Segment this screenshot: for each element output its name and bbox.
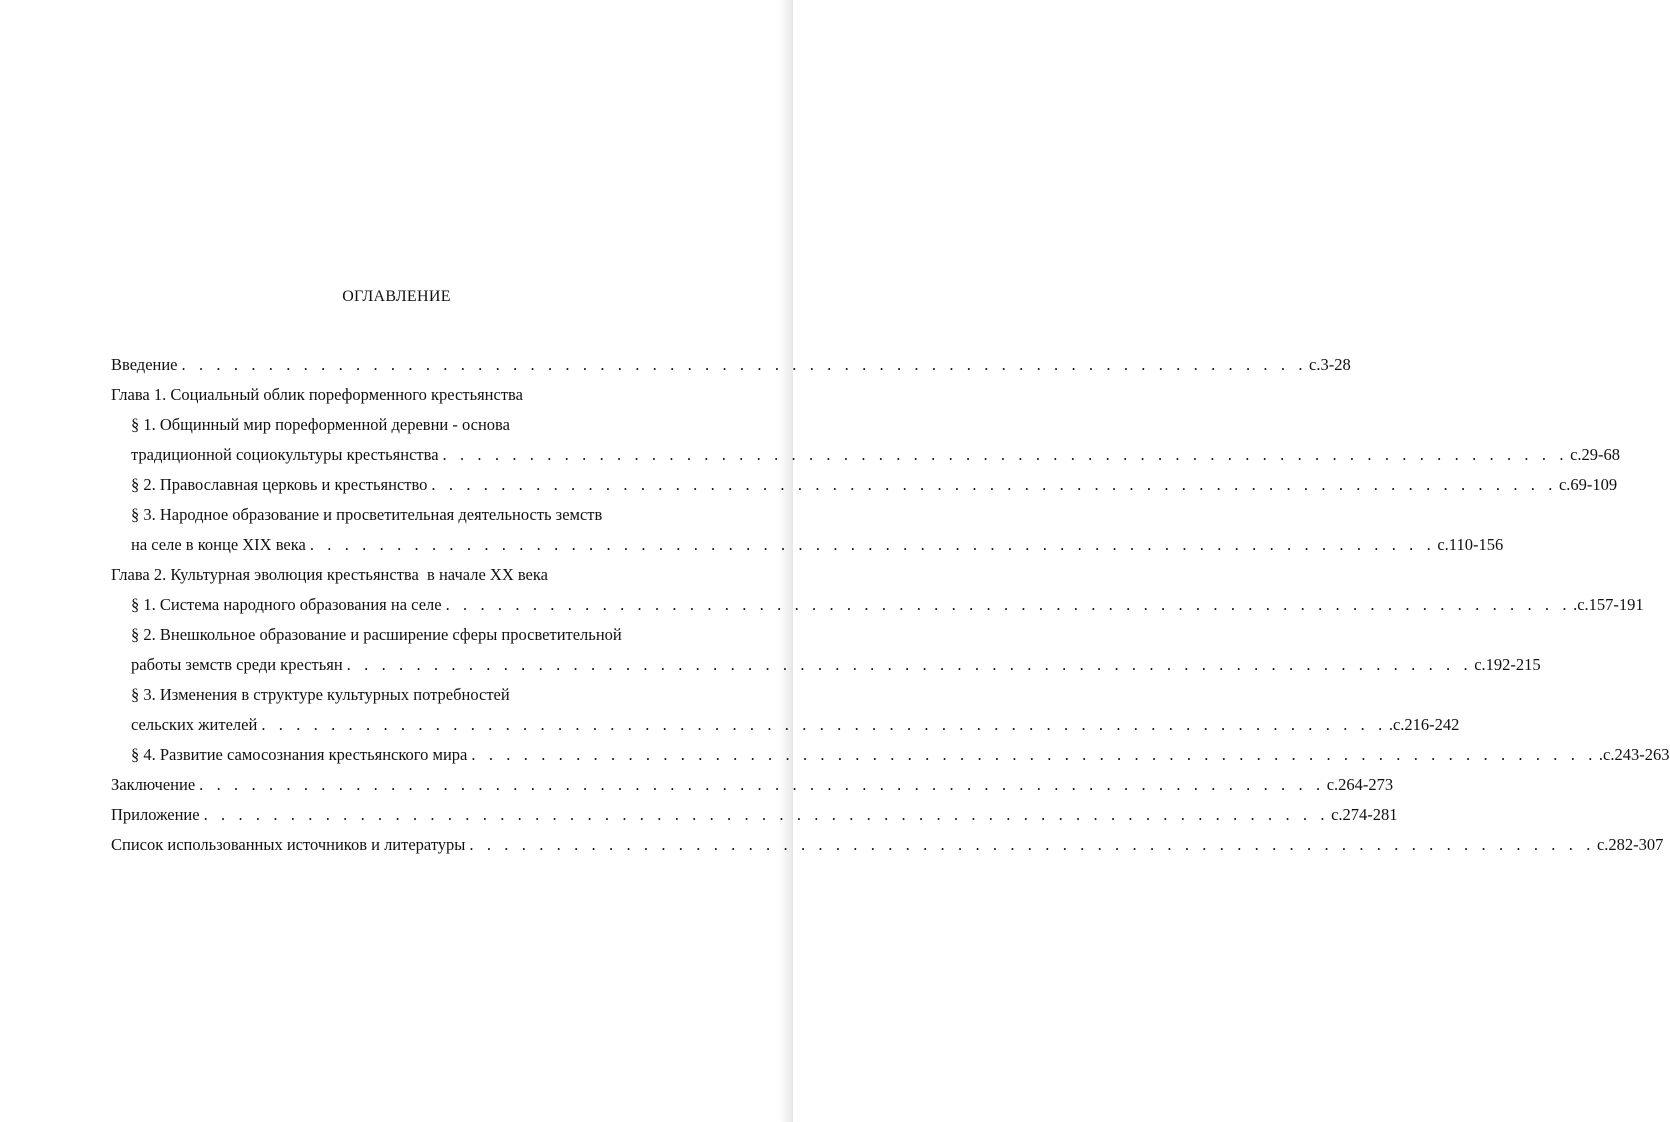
toc-page-number: с.110-156 <box>1437 535 1504 554</box>
toc-chapter-1[interactable] <box>111 380 733 410</box>
dot-leader: . . . . . . . . . . . . . . . . . . . . . . . . . . . . . . . . . . . . . . . . . . . . . . . . . . . . . . . . . . . . . . . . . <box>346 655 1473 674</box>
toc-page-number: с.69-109 <box>1558 475 1618 494</box>
toc-page-number: с.3-28 <box>1309 355 1351 374</box>
dot-leader: . . . . . . . . . . . . . . . . . . . . . . . . . . . . . . . . . . . . . . . . . . . . . . . . . . . . . . . . . . . . . . . . . <box>442 445 1569 464</box>
toc-page-number: .с.157-191 <box>1573 595 1644 614</box>
toc-entry-text: традиционной социокультуры крестьянства <box>131 445 439 464</box>
toc-entry-text: § 2. Внешкольное образование и расширение сферы просветительной <box>131 625 622 644</box>
dot-leader: . . . . . . . . . . . . . . . . . . . . . . . . . . . . . . . . . . . . . . . . . . . . . . . . . . . . . . . . . . . . . . . . . <box>309 535 1436 554</box>
toc-entry-conclusion[interactable] <box>111 770 1394 800</box>
toc-entry-text: § 4. Развитие самосознания крестьянского мира <box>131 745 468 764</box>
toc-section-2-2-line1[interactable] <box>111 620 733 650</box>
dot-leader: . . . . . . . . . . . . . . . . . . . . . . . . . . . . . . . . . . . . . . . . . . . . . . . . . . . . . . . . . . . . . . . . . <box>199 775 1325 794</box>
scan-page-edge <box>779 0 793 1122</box>
toc-entry-text: § 2. Православная церковь и крестьянство <box>131 475 428 494</box>
toc-chapter-text: Глава 1. Социальный облик пореформенного крестьянства <box>111 385 523 404</box>
toc-section-1-3-line1[interactable] <box>111 500 733 530</box>
page-title: ОГЛАВЛЕНИЕ <box>342 288 451 305</box>
toc-section-1-3-line2[interactable] <box>111 530 1504 560</box>
toc-entry-text: § 1. Система народного образования на селе <box>131 595 442 614</box>
toc-entry-text: работы земств среди крестьян <box>131 655 343 674</box>
toc-page-number: с.264-273 <box>1326 775 1394 794</box>
toc-section-2-1[interactable] <box>111 590 1644 620</box>
toc-section-1-1-line2[interactable] <box>111 440 1621 470</box>
toc-page-number: .с.243-263 <box>1598 745 1670 764</box>
dot-leader: . . . . . . . . . . . . . . . . . . . . . . . . . . . . . . . . . . . . . . . . . . . . . . . . . . . . . . . . . . . . . . . . . <box>471 745 1597 764</box>
table-of-contents <box>111 350 1670 860</box>
toc-entry-appendix[interactable] <box>111 800 1398 830</box>
dot-leader: . . . . . . . . . . . . . . . . . . . . . . . . . . . . . . . . . . . . . . . . . . . . . . . . . . . . . . . . . . . . . . . . . <box>203 805 1330 824</box>
toc-entry-bibliography[interactable] <box>111 830 1664 860</box>
toc-section-2-2-line2[interactable] <box>111 650 1541 680</box>
dot-leader: . . . . . . . . . . . . . . . . . . . . . . . . . . . . . . . . . . . . . . . . . . . . . . . . . . . . . . . . . . . . . . . . . <box>181 355 1308 374</box>
toc-page-number: с.274-281 <box>1331 805 1398 824</box>
toc-section-2-4[interactable] <box>111 740 1670 770</box>
toc-entry-text: сельских жителей <box>131 715 258 734</box>
dot-leader: . . . . . . . . . . . . . . . . . . . . . . . . . . . . . . . . . . . . . . . . . . . . . . . . . . . . . . . . . . . . . . . . . <box>431 475 1557 494</box>
toc-section-1-1-line1[interactable] <box>111 410 733 440</box>
toc-entry-text: § 3. Изменения в структуре культурных потребностей <box>131 685 510 704</box>
toc-page-number: с.282-307 <box>1596 835 1664 854</box>
toc-page-number: с.29-68 <box>1570 445 1621 464</box>
toc-chapter-2[interactable] <box>111 560 733 590</box>
toc-page-number: .с.216-242 <box>1388 715 1460 734</box>
toc-entry-text: на селе в конце XIX века <box>131 535 306 554</box>
toc-entry-introduction[interactable] <box>111 350 1351 380</box>
toc-section-1-2[interactable] <box>111 470 1618 500</box>
toc-chapter-text: Глава 2. Культурная эволюция крестьянства в начале XX века <box>111 565 548 584</box>
toc-entry-text: Приложение <box>111 805 200 824</box>
toc-section-2-3-line2[interactable] <box>111 710 1460 740</box>
toc-entry-text: Введение <box>111 355 178 374</box>
toc-entry-text: Заключение <box>111 775 196 794</box>
toc-section-2-3-line1[interactable] <box>111 680 733 710</box>
dot-leader: . . . . . . . . . . . . . . . . . . . . . . . . . . . . . . . . . . . . . . . . . . . . . . . . . . . . . . . . . . . . . . . . . <box>445 595 1572 614</box>
toc-entry-text: § 1. Общинный мир пореформенной деревни - основа <box>131 415 510 434</box>
toc-page-number: с.192-215 <box>1474 655 1541 674</box>
toc-entry-text: Список использованных источников и литературы <box>111 835 466 854</box>
dot-leader: . . . . . . . . . . . . . . . . . . . . . . . . . . . . . . . . . . . . . . . . . . . . . . . . . . . . . . . . . . . . . . . . . <box>261 715 1387 734</box>
dot-leader: . . . . . . . . . . . . . . . . . . . . . . . . . . . . . . . . . . . . . . . . . . . . . . . . . . . . . . . . . . . . . . . . . <box>469 835 1595 854</box>
toc-entry-text: § 3. Народное образование и просветительная деятельность земств <box>131 505 603 524</box>
